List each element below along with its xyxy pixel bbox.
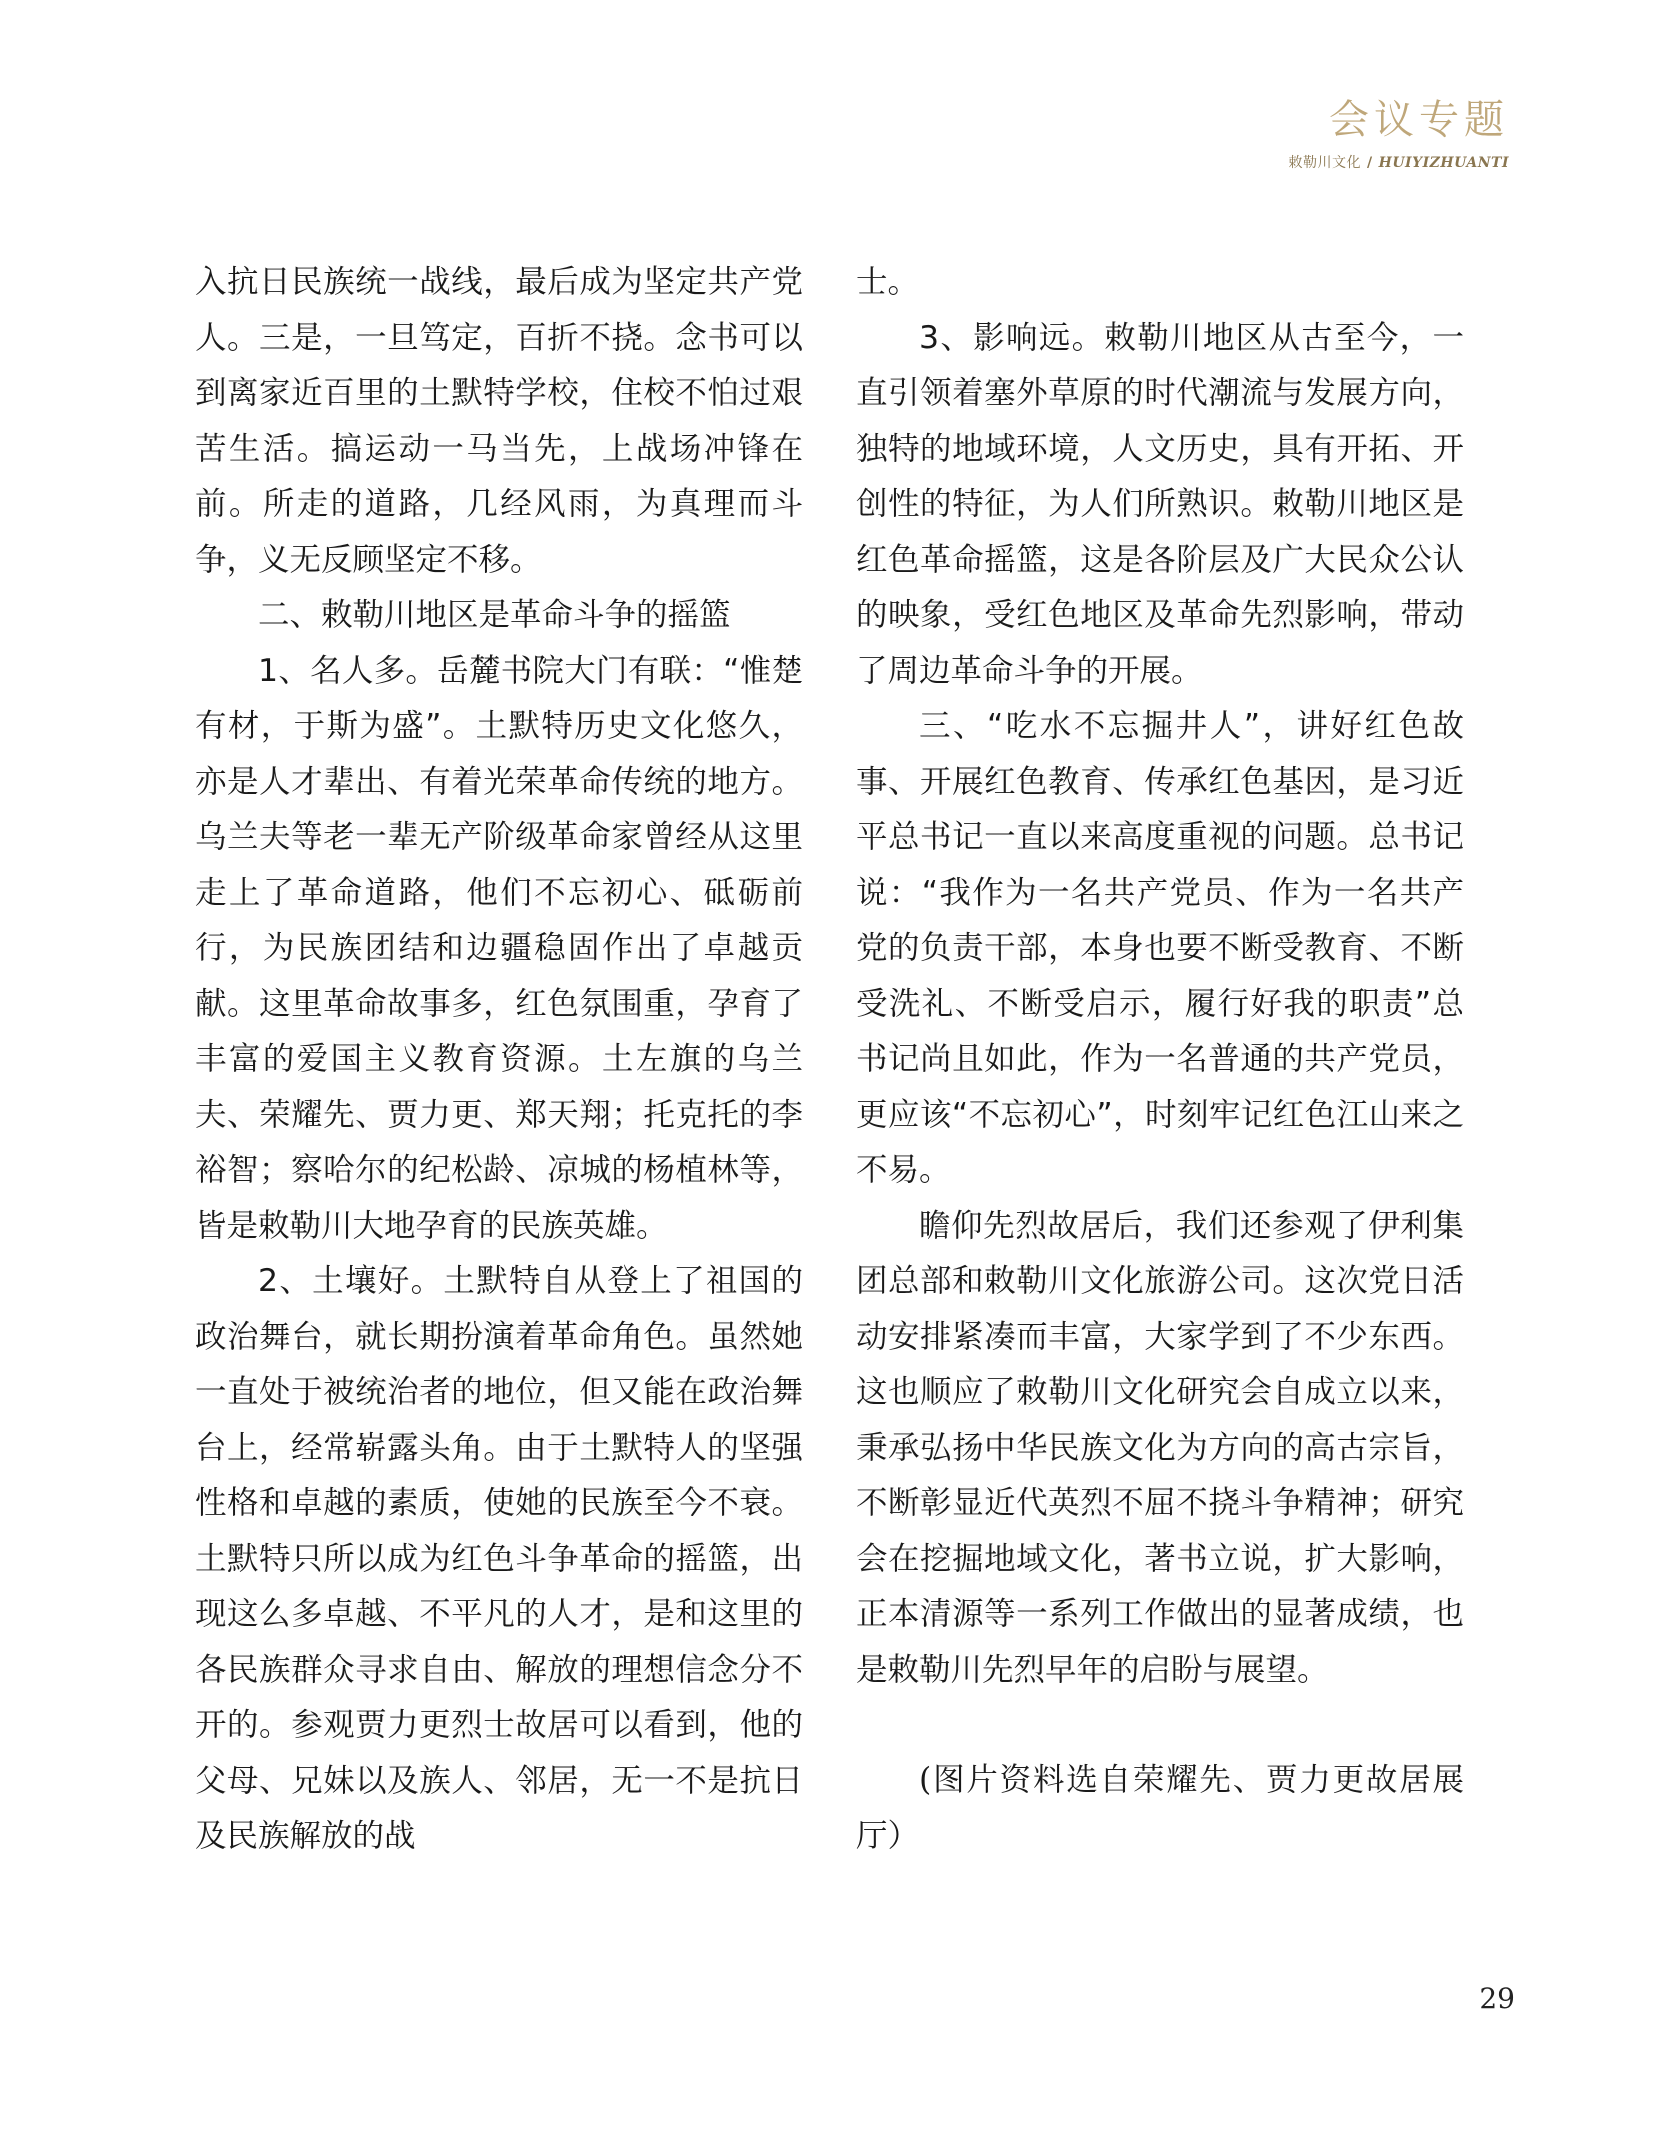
right-column [856, 255, 1464, 1864]
section-heading-2: 二、敕勒川地区是革命斗争的摇篮 [258, 597, 731, 633]
right-paragraph-2: 3、影响远。敕勒川地区从古至今，一直引领着塞外草原的时代潮流与发展方向，独特的地域环境，人文历史，具有开拓、开创性的特征，为人们所熟识。敕勒川地区是红色革命摇篮，这是各阶层及广大民众公认的映象，受红色地区及革命先烈影响，带动了周边革命斗争的开展。 [856, 319, 1464, 689]
right-paragraph-3: 三、“吃水不忘掘井人”，讲好红色故事、开展红色教育、传承红色基因，是习近平总书记一直以来高度重视的问题。总书记说：“我作为一名共产党员、作为一名共产党的负责干部，本身也要不断受教育、不断受洗礼、不断受启示，履行好我的职责”总书记尚且如此，作为一名普通的共产党员，更应该“不忘初心”，时刻牢记红色江山来之不易。 [856, 708, 1464, 1188]
left-paragraph-2: 1、名人多。岳麓书院大门有联：“惟楚有材，于斯为盛”。土默特历史文化悠久，亦是人才辈出、有着光荣革命传统的地方。乌兰夫等老一辈无产阶级革命家曾经从这里走上了革命道路，他们不忘初心、砥砺前行，为民族团结和边疆稳固作出了卓越贡献。这里革命故事多，红色氛围重，孕育了丰富的爱国主义教育资源。土左旗的乌兰夫、荣耀先、贾力更、郑天翔；托克托的李裕智；察哈尔的纪松龄、凉城的杨植林等，皆是敕勒川大地孕育的民族英雄。 [195, 652, 803, 1244]
section-header [1288, 96, 1509, 172]
page-number: 29 [1479, 1982, 1515, 2015]
image-source-caption: (图片资料选自荣耀先、贾力更故居展厅） [856, 1762, 1464, 1854]
right-paragraph-1: 士。 [856, 264, 920, 300]
subtitle-slash: / [1366, 155, 1373, 171]
section-subtitle [1288, 152, 1509, 172]
spacer [856, 1698, 1464, 1753]
left-column [195, 255, 803, 1865]
right-paragraph-4: 瞻仰先烈故居后，我们还参观了伊利集团总部和敕勒川文化旅游公司。这次党日活动安排紧凑而丰富，大家学到了不少东西。这也顺应了敕勒川文化研究会自成立以来，秉承弘扬中华民族文化为方向的高古宗旨，不断彰显近代英烈不屈不挠斗争精神；研究会在挖掘地域文化，著书立说，扩大影响，正本清源等一系列工作做出的显著成绩，也是敕勒川先烈早年的启盼与展望。 [856, 1207, 1464, 1688]
left-paragraph-3: 2、土壤好。土默特自从登上了祖国的政治舞台，就长期扮演着革命角色。虽然她一直处于被统治者的地位，但又能在政治舞台上，经常崭露头角。由于土默特人的坚强性格和卓越的素质，使她的民族至今不衰。土默特只所以成为红色斗争革命的摇篮，出现这么多卓越、不平凡的人才，是和这里的各民族群众寻求自由、解放的理想信念分不开的。参观贾力更烈士故居可以看到，他的父母、兄妹以及族人、邻居，无一不是抗日及民族解放的战 [195, 1263, 803, 1854]
left-paragraph-1: 入抗日民族统一战线，最后成为坚定共产党人。三是，一旦笃定，百折不挠。念书可以到离家近百里的土默特学校，住校不怕过艰苦生活。搞运动一马当先，上战场冲锋在前。所走的道路，几经风雨，为真理而斗争，义无反顾坚定不移。 [195, 264, 803, 578]
subtitle-en: HUIYIZHUANTI [1378, 155, 1509, 171]
section-title: 会议专题 [1329, 97, 1509, 143]
subtitle-cn: 敕勒川文化 [1288, 155, 1361, 171]
